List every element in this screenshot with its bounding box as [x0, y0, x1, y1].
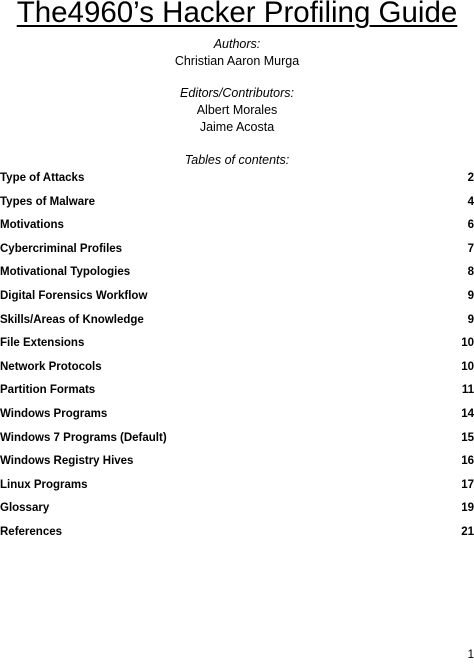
- author-name: Christian Aaron Murga: [174, 54, 300, 68]
- toc-entry[interactable]: [0, 478, 474, 502]
- toc-entry-page: 6: [467, 219, 474, 232]
- table-of-contents: [0, 171, 474, 549]
- toc-entry-label: Motivations: [0, 219, 64, 232]
- toc-entry[interactable]: [0, 218, 474, 242]
- toc-entry-label: References: [0, 525, 63, 538]
- toc-entry-label: Glossary: [0, 502, 50, 515]
- toc-entry-page: 21: [461, 525, 474, 538]
- editor-name: Jaime Acosta: [199, 120, 275, 134]
- toc-entry[interactable]: [0, 501, 474, 525]
- toc-entry-page: 14: [461, 407, 474, 420]
- toc-entry-page: 17: [461, 478, 474, 491]
- toc-entry[interactable]: [0, 313, 474, 337]
- toc-entry-label: File Extensions: [0, 337, 85, 350]
- document-title: The4960’s Hacker Profiling Guide: [16, 0, 458, 29]
- toc-entry[interactable]: [0, 265, 474, 289]
- authors-block: [0, 36, 474, 70]
- toc-entry[interactable]: [0, 525, 474, 549]
- toc-entry[interactable]: [0, 360, 474, 384]
- toc-entry-label: Motivational Typologies: [0, 266, 131, 279]
- toc-entry-page: 16: [461, 455, 474, 468]
- editors-heading: Editors/Contributors:: [180, 86, 294, 100]
- toc-entry[interactable]: [0, 195, 474, 219]
- toc-entry[interactable]: [0, 336, 474, 360]
- toc-entry-page: 9: [467, 289, 474, 302]
- toc-entry-label: Linux Programs: [0, 478, 88, 491]
- toc-entry-page: 15: [461, 431, 474, 444]
- toc-entry-page: 10: [461, 337, 474, 350]
- editor-name: Albert Morales: [196, 103, 278, 117]
- toc-heading: Tables of contents:: [184, 153, 290, 167]
- toc-entry-label: Partition Formats: [0, 384, 96, 397]
- toc-entry-label: Types of Malware: [0, 195, 96, 208]
- toc-entry-page: 9: [467, 313, 474, 326]
- toc-entry-label: Type of Attacks: [0, 172, 85, 184]
- toc-entry[interactable]: [0, 171, 474, 195]
- toc-entry[interactable]: [0, 242, 474, 266]
- toc-entry-label: Skills/Areas of Knowledge: [0, 313, 144, 326]
- toc-entry-page: 11: [461, 384, 474, 397]
- toc-entry[interactable]: [0, 431, 474, 455]
- toc-entry-label: Windows Programs: [0, 407, 108, 420]
- toc-entry-label: Network Protocols: [0, 360, 102, 373]
- toc-entry-page: 2: [467, 172, 474, 184]
- toc-entry-page: 4: [467, 195, 474, 208]
- toc-entry[interactable]: [0, 407, 474, 431]
- toc-entry-label: Cybercriminal Profiles: [0, 242, 123, 255]
- toc-entry-page: 19: [461, 502, 474, 515]
- authors-heading: Authors:: [213, 37, 261, 51]
- editors-block: [0, 85, 474, 136]
- toc-entry-page: 10: [461, 360, 474, 373]
- toc-entry[interactable]: [0, 383, 474, 407]
- toc-entry-page: 7: [467, 242, 474, 255]
- page-number: 1: [467, 649, 474, 661]
- toc-entry[interactable]: [0, 454, 474, 478]
- toc-entry-label: Windows Registry Hives: [0, 455, 134, 468]
- toc-entry-label: Digital Forensics Workflow: [0, 289, 148, 302]
- toc-entry-page: 8: [467, 266, 474, 279]
- toc-entry[interactable]: [0, 289, 474, 313]
- toc-entry-label: Windows 7 Programs (Default): [0, 431, 167, 444]
